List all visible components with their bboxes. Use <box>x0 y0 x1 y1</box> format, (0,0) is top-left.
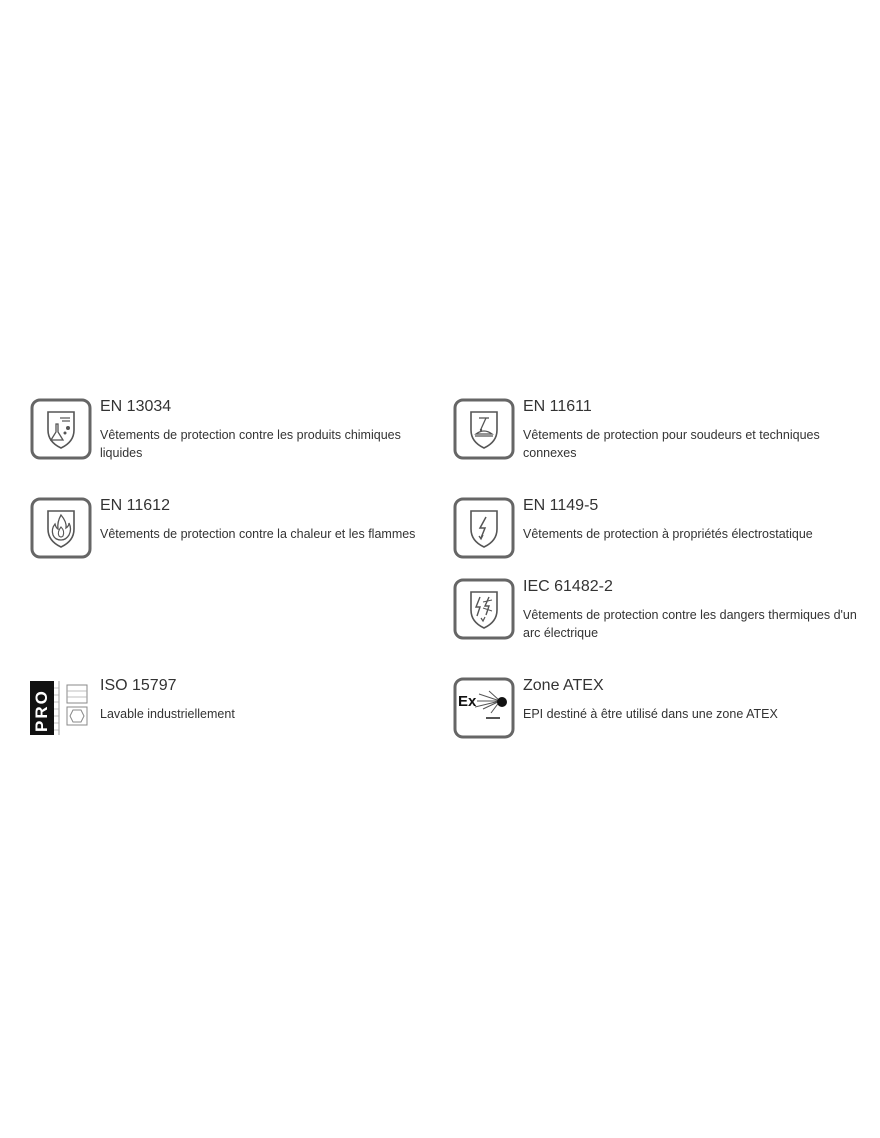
certification-title: EN 1149-5 <box>523 497 599 514</box>
certification-description: Vêtements de protection contre les produits chimiques liquides <box>100 428 401 460</box>
certification-title: EN 11611 <box>523 398 592 415</box>
certification-description: EPI destiné à être utilisé dans une zone ATEX <box>523 707 778 721</box>
electrostatic-protection-icon <box>453 497 515 559</box>
electric-arc-protection-icon <box>453 578 515 640</box>
certification-description: Vêtements de protection contre les dangers thermiques d'un arc électrique <box>523 608 857 640</box>
heat-flame-protection-icon <box>30 497 92 559</box>
atex-ex-label: Ex <box>458 693 477 710</box>
certification-title: EN 13034 <box>100 398 172 415</box>
welding-protection-icon <box>453 398 515 460</box>
certification-title: IEC 61482-2 <box>523 578 613 595</box>
certification-description: Vêtements de protection à propriétés électrostatique <box>523 527 813 541</box>
certification-description: Vêtements de protection contre la chaleur et les flammes <box>100 527 416 541</box>
chemical-protection-icon <box>30 398 92 460</box>
certification-description: Lavable industriellement <box>100 707 235 721</box>
industrial-wash-pro-icon <box>30 677 92 739</box>
certification-title: EN 11612 <box>100 497 170 514</box>
certification-title: Zone ATEX <box>523 677 604 694</box>
certification-description: Vêtements de protection pour soudeurs et techniques connexes <box>523 428 820 460</box>
pro-icon-label: PRO <box>32 689 51 732</box>
atex-explosion-icon <box>453 677 515 739</box>
certification-title: ISO 15797 <box>100 677 177 694</box>
